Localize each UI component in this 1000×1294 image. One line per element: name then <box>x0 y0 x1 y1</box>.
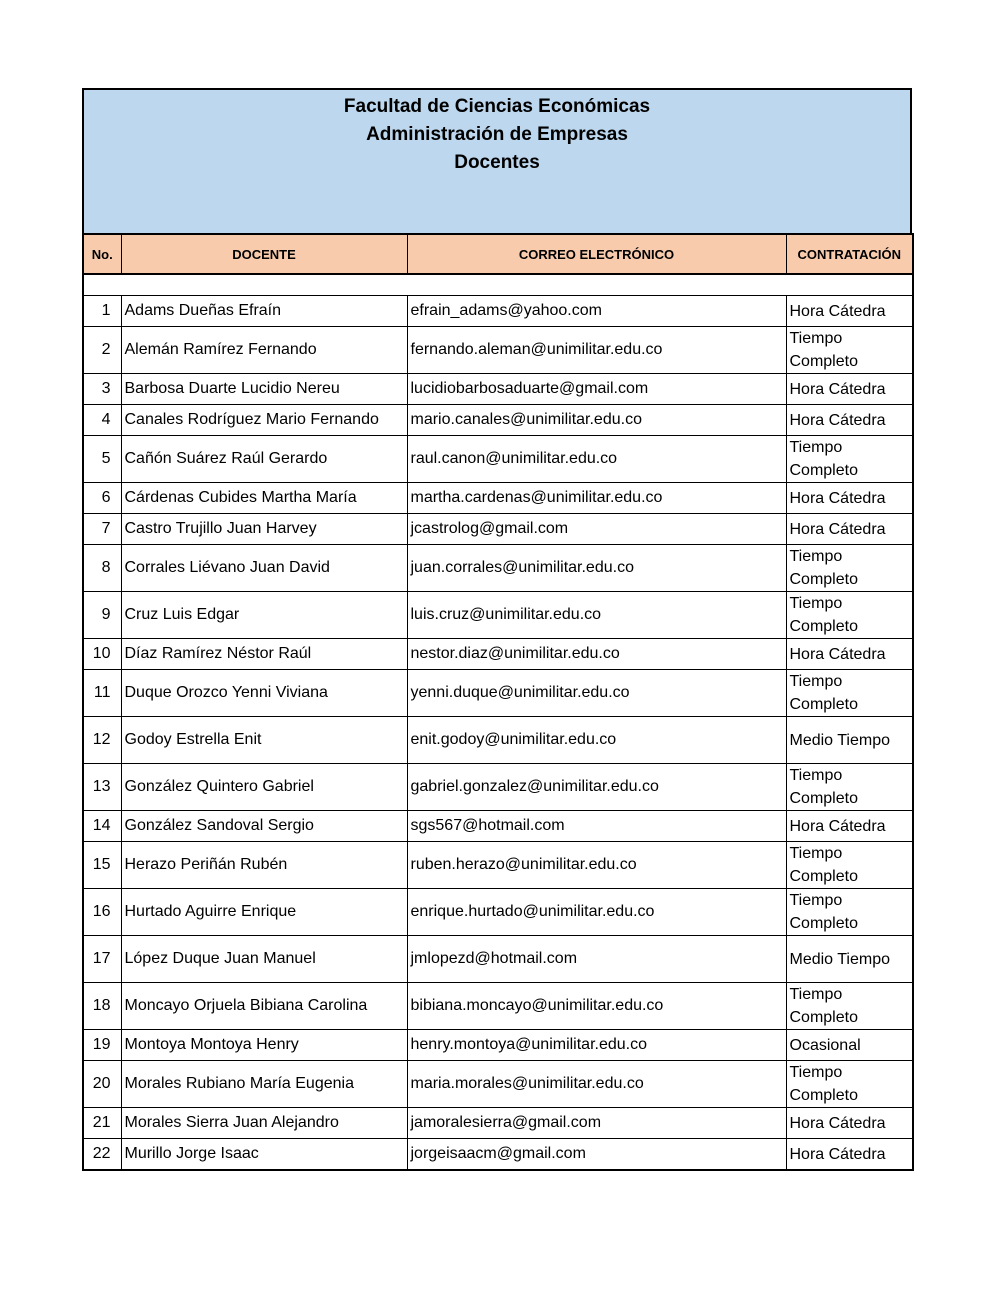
email-cell: mario.canales@unimilitar.edu.co <box>407 405 786 436</box>
email-cell: enit.godoy@unimilitar.edu.co <box>407 717 786 764</box>
table-row <box>83 842 913 889</box>
docente-name: Cárdenas Cubides Martha María <box>121 483 407 514</box>
contratacion-cell: Hora Cátedra <box>786 1139 913 1171</box>
email-cell: maria.morales@unimilitar.edu.co <box>407 1061 786 1108</box>
docente-name: Duque Orozco Yenni Viviana <box>121 670 407 717</box>
email-cell: bibiana.moncayo@unimilitar.edu.co <box>407 983 786 1030</box>
docente-name: González Sandoval Sergio <box>121 811 407 842</box>
contratacion-cell: Hora Cátedra <box>786 514 913 545</box>
docente-name: Alemán Ramírez Fernando <box>121 327 407 374</box>
row-number: 8 <box>83 545 121 592</box>
docente-name: Cruz Luis Edgar <box>121 592 407 639</box>
table-row <box>83 1139 913 1171</box>
table-row <box>83 889 913 936</box>
spacer-row <box>83 274 913 296</box>
row-number: 7 <box>83 514 121 545</box>
table-row <box>83 592 913 639</box>
row-number: 4 <box>83 405 121 436</box>
row-number: 11 <box>83 670 121 717</box>
spacer-cell <box>83 274 913 296</box>
row-number: 20 <box>83 1061 121 1108</box>
row-number: 13 <box>83 764 121 811</box>
docente-name: Barbosa Duarte Lucidio Nereu <box>121 374 407 405</box>
docente-name: Montoya Montoya Henry <box>121 1030 407 1061</box>
docente-name: Cañón Suárez Raúl Gerardo <box>121 436 407 483</box>
docente-name: Canales Rodríguez Mario Fernando <box>121 405 407 436</box>
email-cell: ruben.herazo@unimilitar.edu.co <box>407 842 786 889</box>
docente-name: Adams Dueñas Efraín <box>121 296 407 327</box>
row-number: 6 <box>83 483 121 514</box>
email-cell: nestor.diaz@unimilitar.edu.co <box>407 639 786 670</box>
docente-name: Godoy Estrella Enit <box>121 717 407 764</box>
header-row <box>83 234 913 274</box>
contratacion-cell: Hora Cátedra <box>786 1108 913 1139</box>
row-number: 14 <box>83 811 121 842</box>
email-cell: jmlopezd@hotmail.com <box>407 936 786 983</box>
header-contratacion: CONTRATACIÓN <box>786 234 913 274</box>
header-no: No. <box>83 234 121 274</box>
email-cell: juan.corrales@unimilitar.edu.co <box>407 545 786 592</box>
docente-name: Murillo Jorge Isaac <box>121 1139 407 1171</box>
contratacion-cell: Hora Cátedra <box>786 639 913 670</box>
contratacion-cell: Medio Tiempo <box>786 936 913 983</box>
row-number: 19 <box>83 1030 121 1061</box>
contratacion-cell: Ocasional <box>786 1030 913 1061</box>
table-row <box>83 764 913 811</box>
faculty-title: Facultad de Ciencias Económicas <box>343 96 651 117</box>
docente-name: Díaz Ramírez Néstor Raúl <box>121 639 407 670</box>
row-number: 16 <box>83 889 121 936</box>
table-row <box>83 639 913 670</box>
table-row <box>83 483 913 514</box>
row-number: 22 <box>83 1139 121 1171</box>
contratacion-cell: Tiempo Completo <box>786 764 913 811</box>
contratacion-cell: Tiempo Completo <box>786 889 913 936</box>
row-number: 17 <box>83 936 121 983</box>
table-row <box>83 436 913 483</box>
contratacion-cell: Tiempo Completo <box>786 545 913 592</box>
docente-name: Hurtado Aguirre Enrique <box>121 889 407 936</box>
email-cell: fernando.aleman@unimilitar.edu.co <box>407 327 786 374</box>
table-row <box>83 717 913 764</box>
row-number: 15 <box>83 842 121 889</box>
docente-name: Morales Sierra Juan Alejandro <box>121 1108 407 1139</box>
title-block <box>82 88 912 233</box>
row-number: 1 <box>83 296 121 327</box>
table-row <box>83 983 913 1030</box>
docente-name: González Quintero Gabriel <box>121 764 407 811</box>
table-row <box>83 811 913 842</box>
contratacion-cell: Medio Tiempo <box>786 717 913 764</box>
table-row <box>83 936 913 983</box>
docentes-table <box>82 233 914 1171</box>
table-row <box>83 545 913 592</box>
docente-name: Herazo Periñán Rubén <box>121 842 407 889</box>
email-cell: enrique.hurtado@unimilitar.edu.co <box>407 889 786 936</box>
contratacion-cell: Hora Cátedra <box>786 811 913 842</box>
header-docente: DOCENTE <box>121 234 407 274</box>
table-row <box>83 296 913 327</box>
contratacion-cell: Hora Cátedra <box>786 296 913 327</box>
row-number: 2 <box>83 327 121 374</box>
table-row <box>83 1030 913 1061</box>
row-number: 10 <box>83 639 121 670</box>
row-number: 21 <box>83 1108 121 1139</box>
docente-name: Corrales Liévano Juan David <box>121 545 407 592</box>
row-number: 5 <box>83 436 121 483</box>
table-row <box>83 374 913 405</box>
table-row <box>83 1108 913 1139</box>
docente-name: López Duque Juan Manuel <box>121 936 407 983</box>
contratacion-cell: Hora Cátedra <box>786 405 913 436</box>
email-cell: gabriel.gonzalez@unimilitar.edu.co <box>407 764 786 811</box>
email-cell: efrain_adams@yahoo.com <box>407 296 786 327</box>
email-cell: jorgeisaacm@gmail.com <box>407 1139 786 1171</box>
contratacion-cell: Tiempo Completo <box>786 670 913 717</box>
spreadsheet <box>82 88 912 1171</box>
email-cell: luis.cruz@unimilitar.edu.co <box>407 592 786 639</box>
program-title: Administración de Empresas <box>366 124 628 145</box>
contratacion-cell: Tiempo Completo <box>786 842 913 889</box>
table-row <box>83 327 913 374</box>
email-cell: jcastrolog@gmail.com <box>407 514 786 545</box>
docente-name: Morales Rubiano María Eugenia <box>121 1061 407 1108</box>
contratacion-cell: Hora Cátedra <box>786 374 913 405</box>
email-cell: yenni.duque@unimilitar.edu.co <box>407 670 786 717</box>
contratacion-cell: Tiempo Completo <box>786 983 913 1030</box>
contratacion-cell: Hora Cátedra <box>786 483 913 514</box>
email-cell: martha.cardenas@unimilitar.edu.co <box>407 483 786 514</box>
section-title: Docentes <box>454 152 540 173</box>
row-number: 18 <box>83 983 121 1030</box>
email-cell: jamoralesierra@gmail.com <box>407 1108 786 1139</box>
email-cell: sgs567@hotmail.com <box>407 811 786 842</box>
row-number: 9 <box>83 592 121 639</box>
table-body <box>83 274 913 1170</box>
contratacion-cell: Tiempo Completo <box>786 436 913 483</box>
email-cell: henry.montoya@unimilitar.edu.co <box>407 1030 786 1061</box>
header-correo: CORREO ELECTRÓNICO <box>407 234 786 274</box>
table-row <box>83 670 913 717</box>
contratacion-cell: Tiempo Completo <box>786 327 913 374</box>
email-cell: raul.canon@unimilitar.edu.co <box>407 436 786 483</box>
table-row <box>83 1061 913 1108</box>
contratacion-cell: Tiempo Completo <box>786 592 913 639</box>
contratacion-cell: Tiempo Completo <box>786 1061 913 1108</box>
docente-name: Castro Trujillo Juan Harvey <box>121 514 407 545</box>
docente-name: Moncayo Orjuela Bibiana Carolina <box>121 983 407 1030</box>
table-row <box>83 405 913 436</box>
email-cell: lucidiobarbosaduarte@gmail.com <box>407 374 786 405</box>
row-number: 3 <box>83 374 121 405</box>
table-row <box>83 514 913 545</box>
row-number: 12 <box>83 717 121 764</box>
